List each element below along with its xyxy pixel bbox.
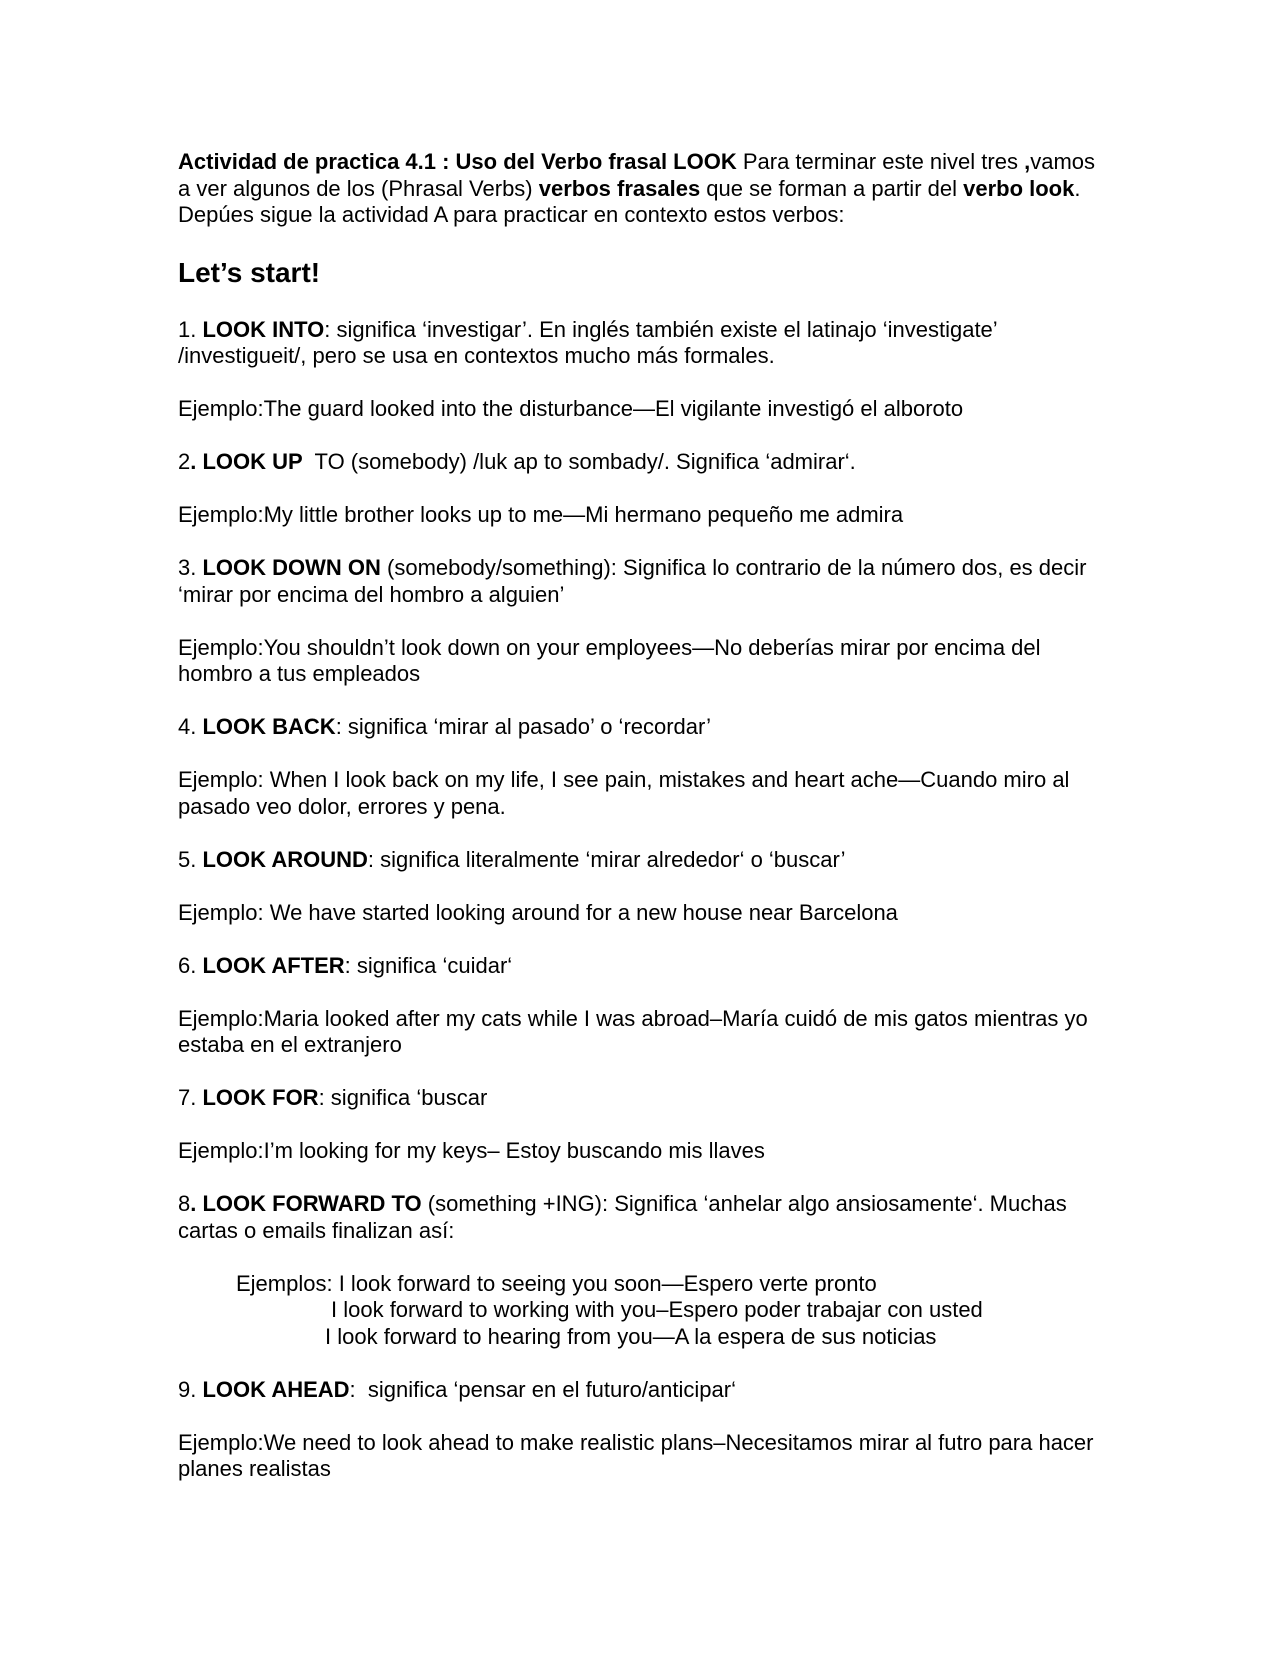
phrasal-verb: . LOOK UP: [190, 449, 303, 474]
phrasal-verb: LOOK AROUND: [202, 846, 368, 872]
example-sentence: Ejemplo: We have started looking around for a new house near Barcelona: [178, 899, 898, 925]
list-item: 1. LOOK INTO: significa ‘investigar’. En inglés también existe el latinajo ‘investigate’ /investigueit/, pero se usa en contextos mucho más formales.: [178, 316, 997, 368]
example-sentence: Ejemplo: When I look back on my life, I see pain, mistakes and heart ache—Cuando miro al pasado veo dolor, errores y pena.: [178, 767, 1070, 819]
list-item: 5. LOOK AROUND: significa literalmente ‘mirar alrededor‘ o ‘buscar’: [178, 846, 846, 872]
example-sentence: Ejemplo:I’m looking for my keys– Estoy buscando mis llaves: [178, 1138, 765, 1163]
example-sentence: Ejemplo:The guard looked into the disturbance—El vigilante investigó el alboroto: [178, 396, 964, 421]
example-sentence: Ejemplos: I look forward to seeing you soon—Espero verte pronto: [236, 1270, 877, 1296]
list-item: 4. LOOK BACK: significa ‘mirar al pasado’ o ‘recordar’: [178, 714, 712, 739]
phrasal-verb: LOOK FOR: [202, 1085, 319, 1110]
intro-paragraph: Actividad de practica 4.1 : Uso del Verbo frasal LOOK Para terminar este nivel tres ,vamos a ver algunos de los (Phrasal Verbs) verbos frasales que se forman a partir del verbo look. Depúes sigue la actividad A para practicar en contexto estos verbos:: [178, 149, 1095, 227]
section-heading: Let’s start!: [178, 256, 321, 288]
example-sentence: I look forward to hearing from you—A la espera de sus noticias: [325, 1323, 937, 1349]
example-sentence: Ejemplo:My little brother looks up to me—Mi hermano pequeño me admira: [178, 502, 904, 527]
phrasal-verb: . LOOK FORWARD TO: [190, 1191, 422, 1216]
phrasal-verb: LOOK AHEAD: [202, 1376, 350, 1402]
phrasal-verb: LOOK BACK: [202, 714, 336, 739]
phrasal-verb: LOOK INTO: [202, 316, 325, 342]
example-sentence: Ejemplo:Maria looked after my cats while I was abroad–María cuidó de mis gatos mientras yo estaba en el extranjero: [178, 1005, 1088, 1057]
document-content: [178, 149, 1108, 1483]
list-item: 7. LOOK FOR: significa ‘buscar: [178, 1085, 488, 1110]
example-block: [236, 1271, 1108, 1351]
example-sentence: I look forward to working with you–Espero poder trabajar con usted: [331, 1297, 983, 1322]
example-sentence: Ejemplo:You shouldn’t look down on your employees—No deberías mirar por encima del hombro a tus empleados: [178, 634, 1041, 686]
list-item: 2. LOOK UP TO (somebody) /luk ap to sombady/. Significa ‘admirar‘.: [178, 449, 856, 474]
phrasal-verb: LOOK AFTER: [202, 952, 345, 978]
list-item: 8. LOOK FORWARD TO (something +ING): Significa ‘anhelar algo ansiosamente‘. Muchas cartas o emails finalizan así:: [178, 1191, 1067, 1243]
phrasal-verb: LOOK DOWN ON: [202, 555, 381, 580]
list-item: 9. LOOK AHEAD: significa ‘pensar en el futuro/anticipar‘: [178, 1376, 736, 1402]
example-sentence: Ejemplo:We need to look ahead to make realistic plans–Necesitamos mirar al futro para hacer planes realistas: [178, 1429, 1094, 1481]
list-item: 6. LOOK AFTER: significa ‘cuidar‘: [178, 952, 513, 978]
list-item: 3. LOOK DOWN ON (somebody/something): Significa lo contrario de la número dos, es decir ‘mirar por encima del hombro a alguien’: [178, 555, 1087, 607]
activity-title: Actividad de practica 4.1 : Uso del Verbo frasal LOOK: [178, 149, 737, 174]
